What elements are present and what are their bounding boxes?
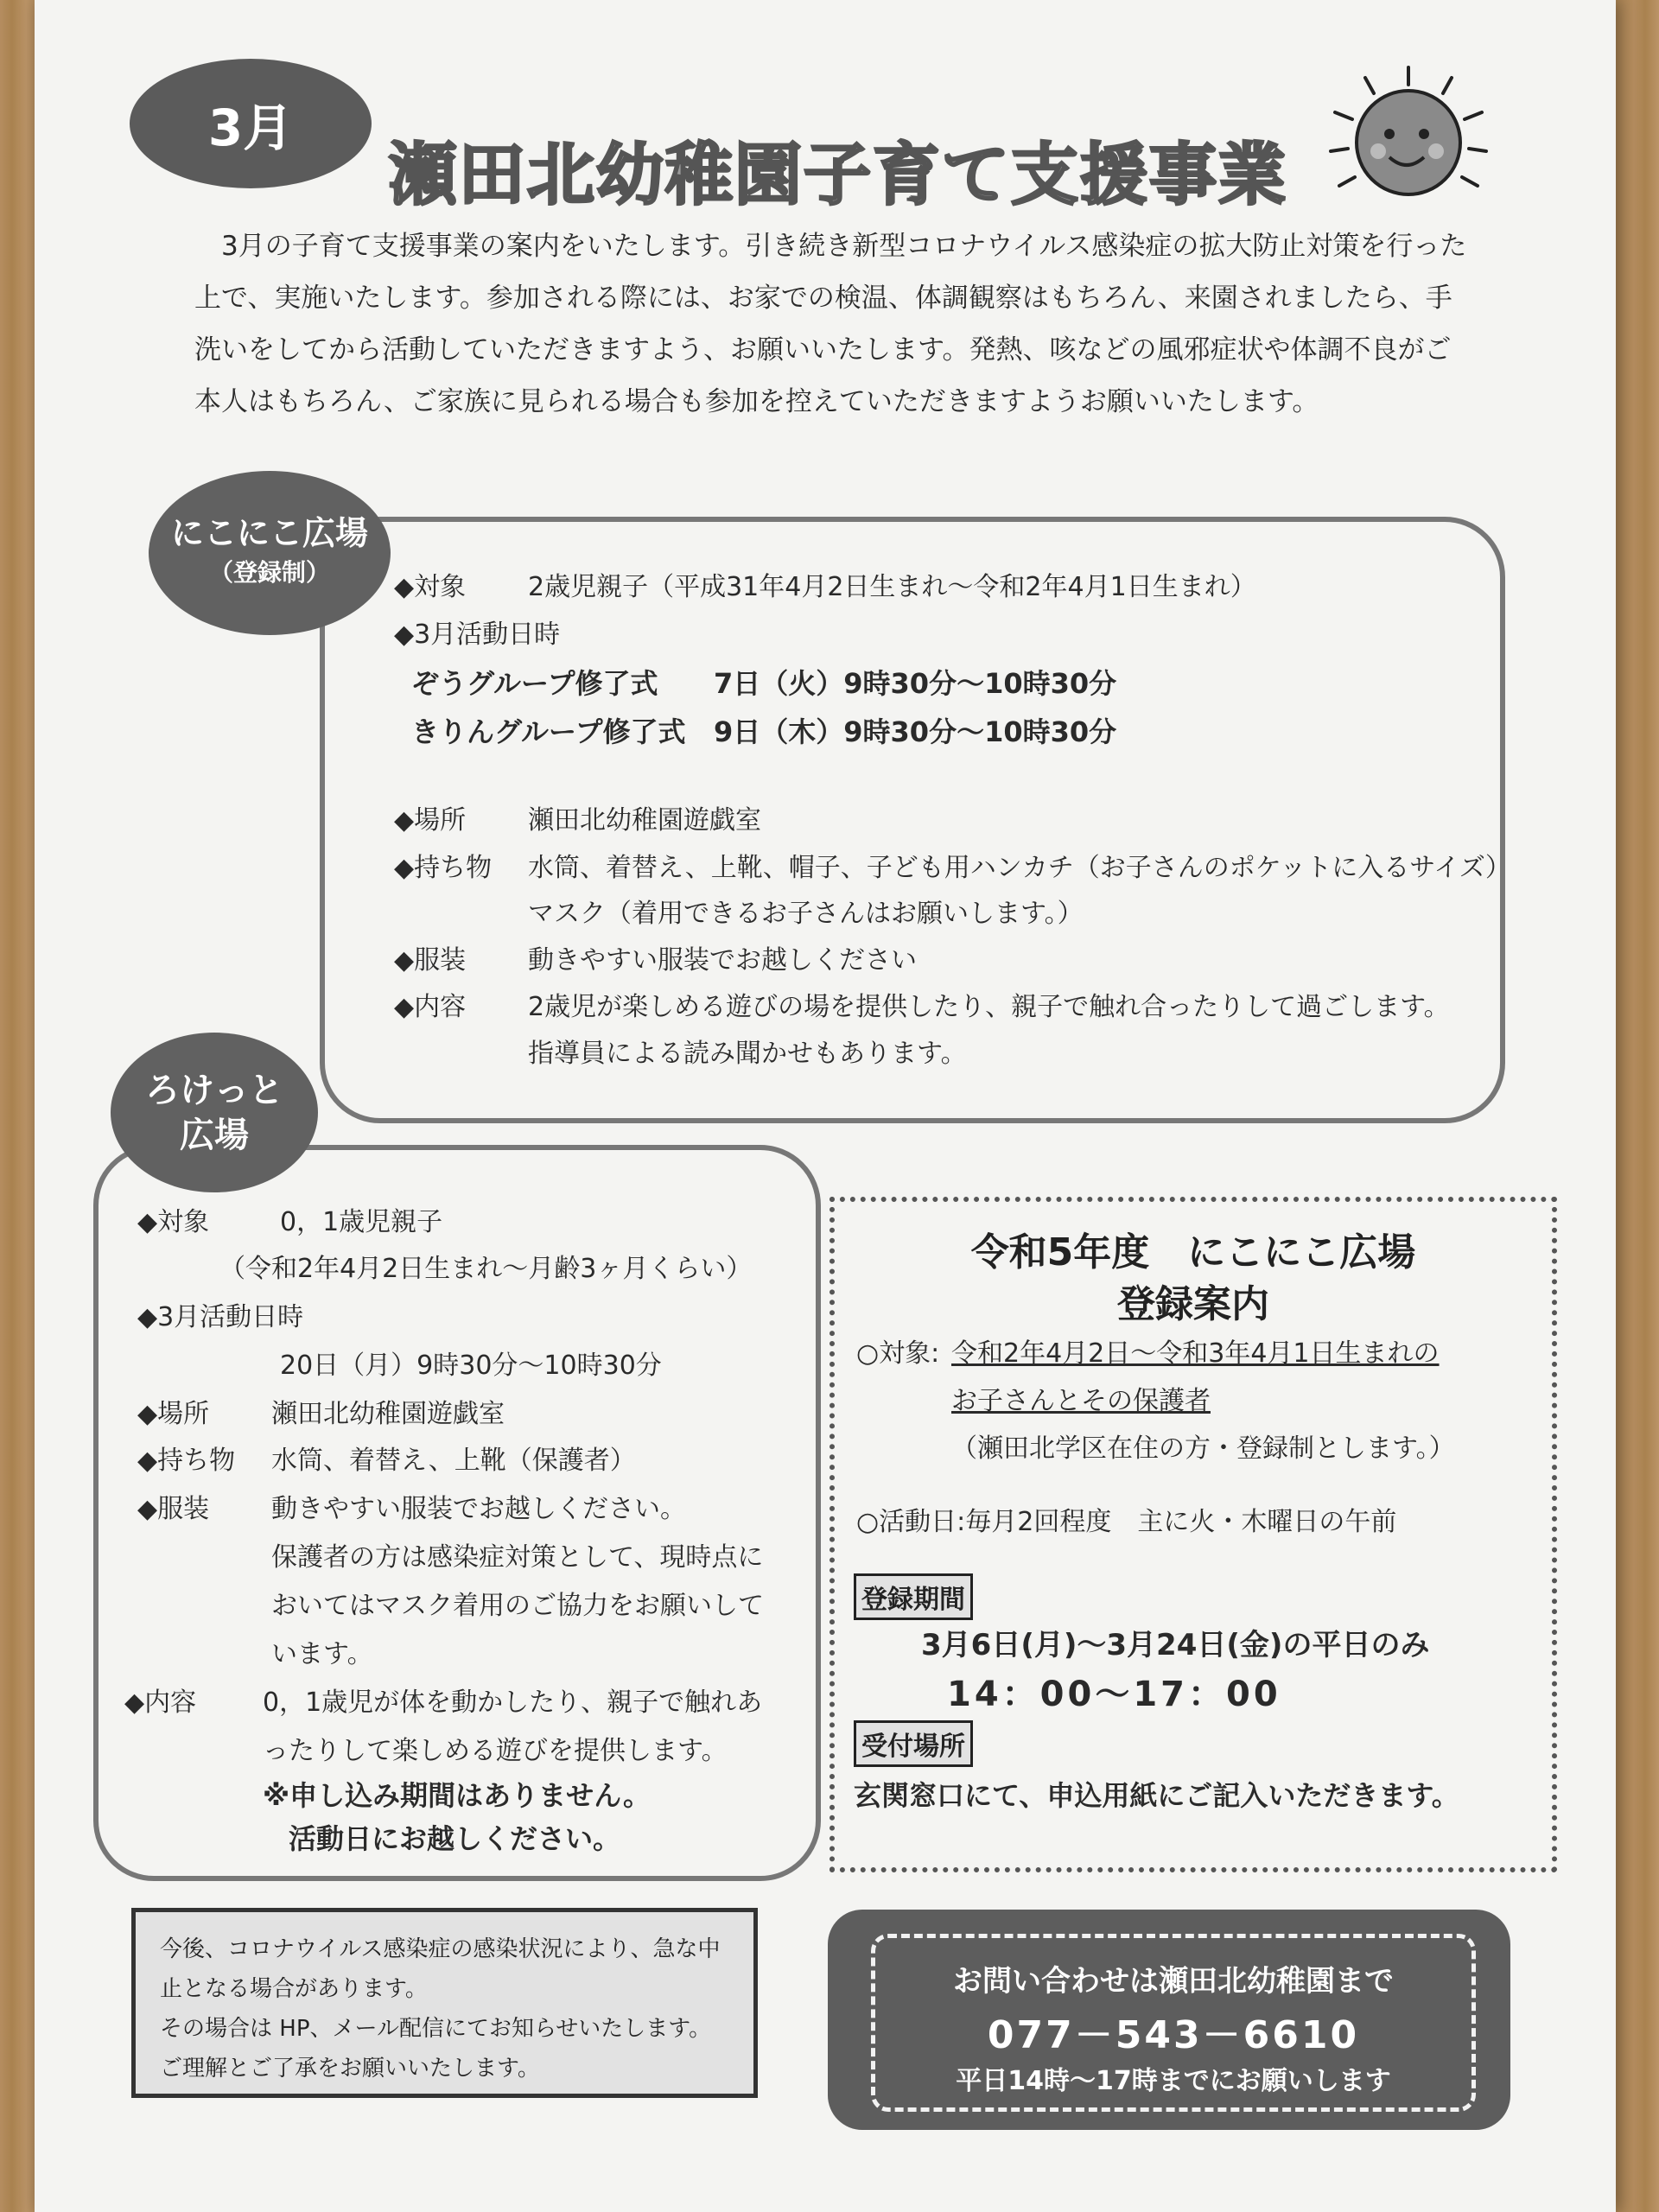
nikoniko-clothes-label: ◆服装 [394,945,467,976]
notice-line-1: 今後、コロナウイルス感染症の感染状況により、急な中 [160,1936,721,1962]
rokket-clothes-label: ◆服装 [137,1494,210,1524]
nikoniko-schedule-label: ◆3月活動日時 [394,620,561,650]
registration-period-value: 3月6日(月)～3月24日(金)の平日のみ [921,1628,1430,1662]
rokket-content-value-1: 0，1歳児が体を動かしたり、親子で触れあ [263,1688,763,1718]
sun-illustration-icon [1313,60,1503,216]
kirin-group-time: 9日（木）9時30分～10時30分 [714,715,1117,748]
registration-title-1: 令和5年度 にこにこ広場 [970,1230,1416,1274]
flyer-paper [35,0,1616,2212]
rokket-badge [111,1033,318,1192]
rokket-clothes-value-3: おいてはマスク着用のご協力をお願いして [271,1591,764,1621]
rokket-schedule-value: 20日（月）9時30分～10時30分 [280,1351,662,1381]
contact-line-1: お問い合わせは瀬田北幼稚園まで [953,1964,1394,1999]
rokket-badge-line-1: ろけっと [145,1070,283,1110]
rokket-target-value: 0，1歳児親子 [280,1207,443,1237]
month-badge: 3月 [130,59,372,188]
registration-period-time: 14：00～17：00 [947,1675,1281,1714]
registration-target-value-2: お子さんとその保護者 [951,1386,1211,1416]
nikoniko-target-label: ◆対象 [394,572,467,602]
contact-line-3: 平日14時～17時までにお願いします [956,2066,1391,2096]
rokket-note-2: 活動日にお越しください。 [289,1822,621,1855]
registration-target-prefix: ○対象: [856,1338,940,1369]
nikoniko-content-label: ◆内容 [394,992,467,1022]
intro-paragraph: 3月の子育て支援事業の案内をいたします。引き続き新型コロナウイルス感染症の拡大防止対策を行った上で、実施いたします。参加される際には、お家での検温、体調観察はもちろん、来園されましたら、手洗いをしてから活動していただきますよう、お願いいたします。発熱、咳などの風邪症状や体調不良がご本人はもちろん、ご家族に見られる場合も参加を控えていただきますようお願いいたします。 [194,231,1467,417]
nikoniko-content-value-1: 2歳児が楽しめる遊びの場を提供したり、親子で触れ合ったりして過ごします。 [528,992,1450,1022]
notice-line-2: 止となる場合があります。 [160,1976,428,2002]
rokket-target-note: （令和2年4月2日生まれ～月齢3ヶ月くらい） [219,1254,753,1284]
notice-box [131,1908,758,2098]
registration-target-note: （瀬田北学区在住の方・登録制とします。） [951,1433,1455,1464]
nikoniko-badge [149,471,391,635]
registration-period-tag: 登録期間 [854,1573,973,1620]
nikoniko-place-label: ◆場所 [394,805,467,836]
rokket-clothes-value-1: 動きやすい服装でお越しください。 [271,1494,686,1524]
nikoniko-clothes-value: 動きやすい服装でお越しください [528,945,917,976]
registration-place-tag: 受付場所 [854,1720,973,1767]
rokket-note-1: ※申し込み期間はありません。 [263,1779,652,1812]
nikoniko-badge-title: にこにこ広場 [170,514,368,552]
contact-box [828,1910,1510,2130]
nikoniko-target-value: 2歳児親子（平成31年4月2日生まれ～令和2年4月1日生まれ） [528,572,1256,602]
registration-place-value: 玄関窓口にて、申込用紙にご記入いただきます。 [854,1779,1459,1812]
nikoniko-items-value-1: 水筒、着替え、上靴、帽子、子ども用ハンカチ（お子さんのポケットに入るサイズ） [528,853,1511,883]
nikoniko-items-label: ◆持ち物 [394,853,493,883]
rokket-items-value: 水筒、着替え、上靴（保護者） [271,1446,636,1476]
registration-target-value-1: 令和2年4月2日～令和3年4月1日生まれの [951,1338,1440,1369]
rokket-content-label: ◆内容 [124,1688,197,1718]
zou-group-time: 7日（火）9時30分～10時30分 [714,667,1117,700]
page-title: 瀬田北幼稚園子育て支援事業 [389,137,1288,214]
kirin-group-label: きりんグループ修了式 [411,715,686,748]
rokket-section [93,1145,821,1881]
rokket-clothes-value-4: います。 [271,1639,373,1669]
rokket-clothes-value-2: 保護者の方は感染症対策として、現時点に [271,1542,764,1573]
nikoniko-place-value: 瀬田北幼稚園遊戯室 [528,805,761,836]
nikoniko-section [320,517,1511,1123]
zou-group-label: ぞうグループ修了式 [411,667,658,700]
registration-title-2: 登録案内 [1117,1282,1269,1326]
registration-section [830,1197,1557,1872]
rokket-target-label: ◆対象 [137,1207,210,1237]
nikoniko-content-value-2: 指導員による読み聞かせもあります。 [528,1039,967,1069]
rokket-place-value: 瀬田北幼稚園遊戯室 [271,1399,505,1429]
nikoniko-items-value-2: マスク（着用できるお子さんはお願いします。） [528,899,1084,929]
rokket-content-value-2: ったりして楽しめる遊びを提供します。 [263,1736,728,1766]
contact-phone: 077－543－6610 [987,2013,1360,2057]
contact-inner [871,1934,1476,2112]
rokket-place-label: ◆場所 [137,1399,210,1429]
rokket-schedule-label: ◆3月活動日時 [137,1302,304,1332]
notice-line-3: その場合は HP、メール配信にてお知らせいたします。 [160,2016,712,2042]
registration-activity: ○活動日:毎月2回程度 主に火・木曜日の午前 [856,1507,1397,1537]
rokket-items-label: ◆持ち物 [137,1446,236,1476]
rokket-badge-line-2: 広場 [180,1115,249,1155]
nikoniko-badge-sub: （登録制） [208,558,330,587]
notice-line-4: ご理解とご了承をお願いいたします。 [160,2056,540,2082]
